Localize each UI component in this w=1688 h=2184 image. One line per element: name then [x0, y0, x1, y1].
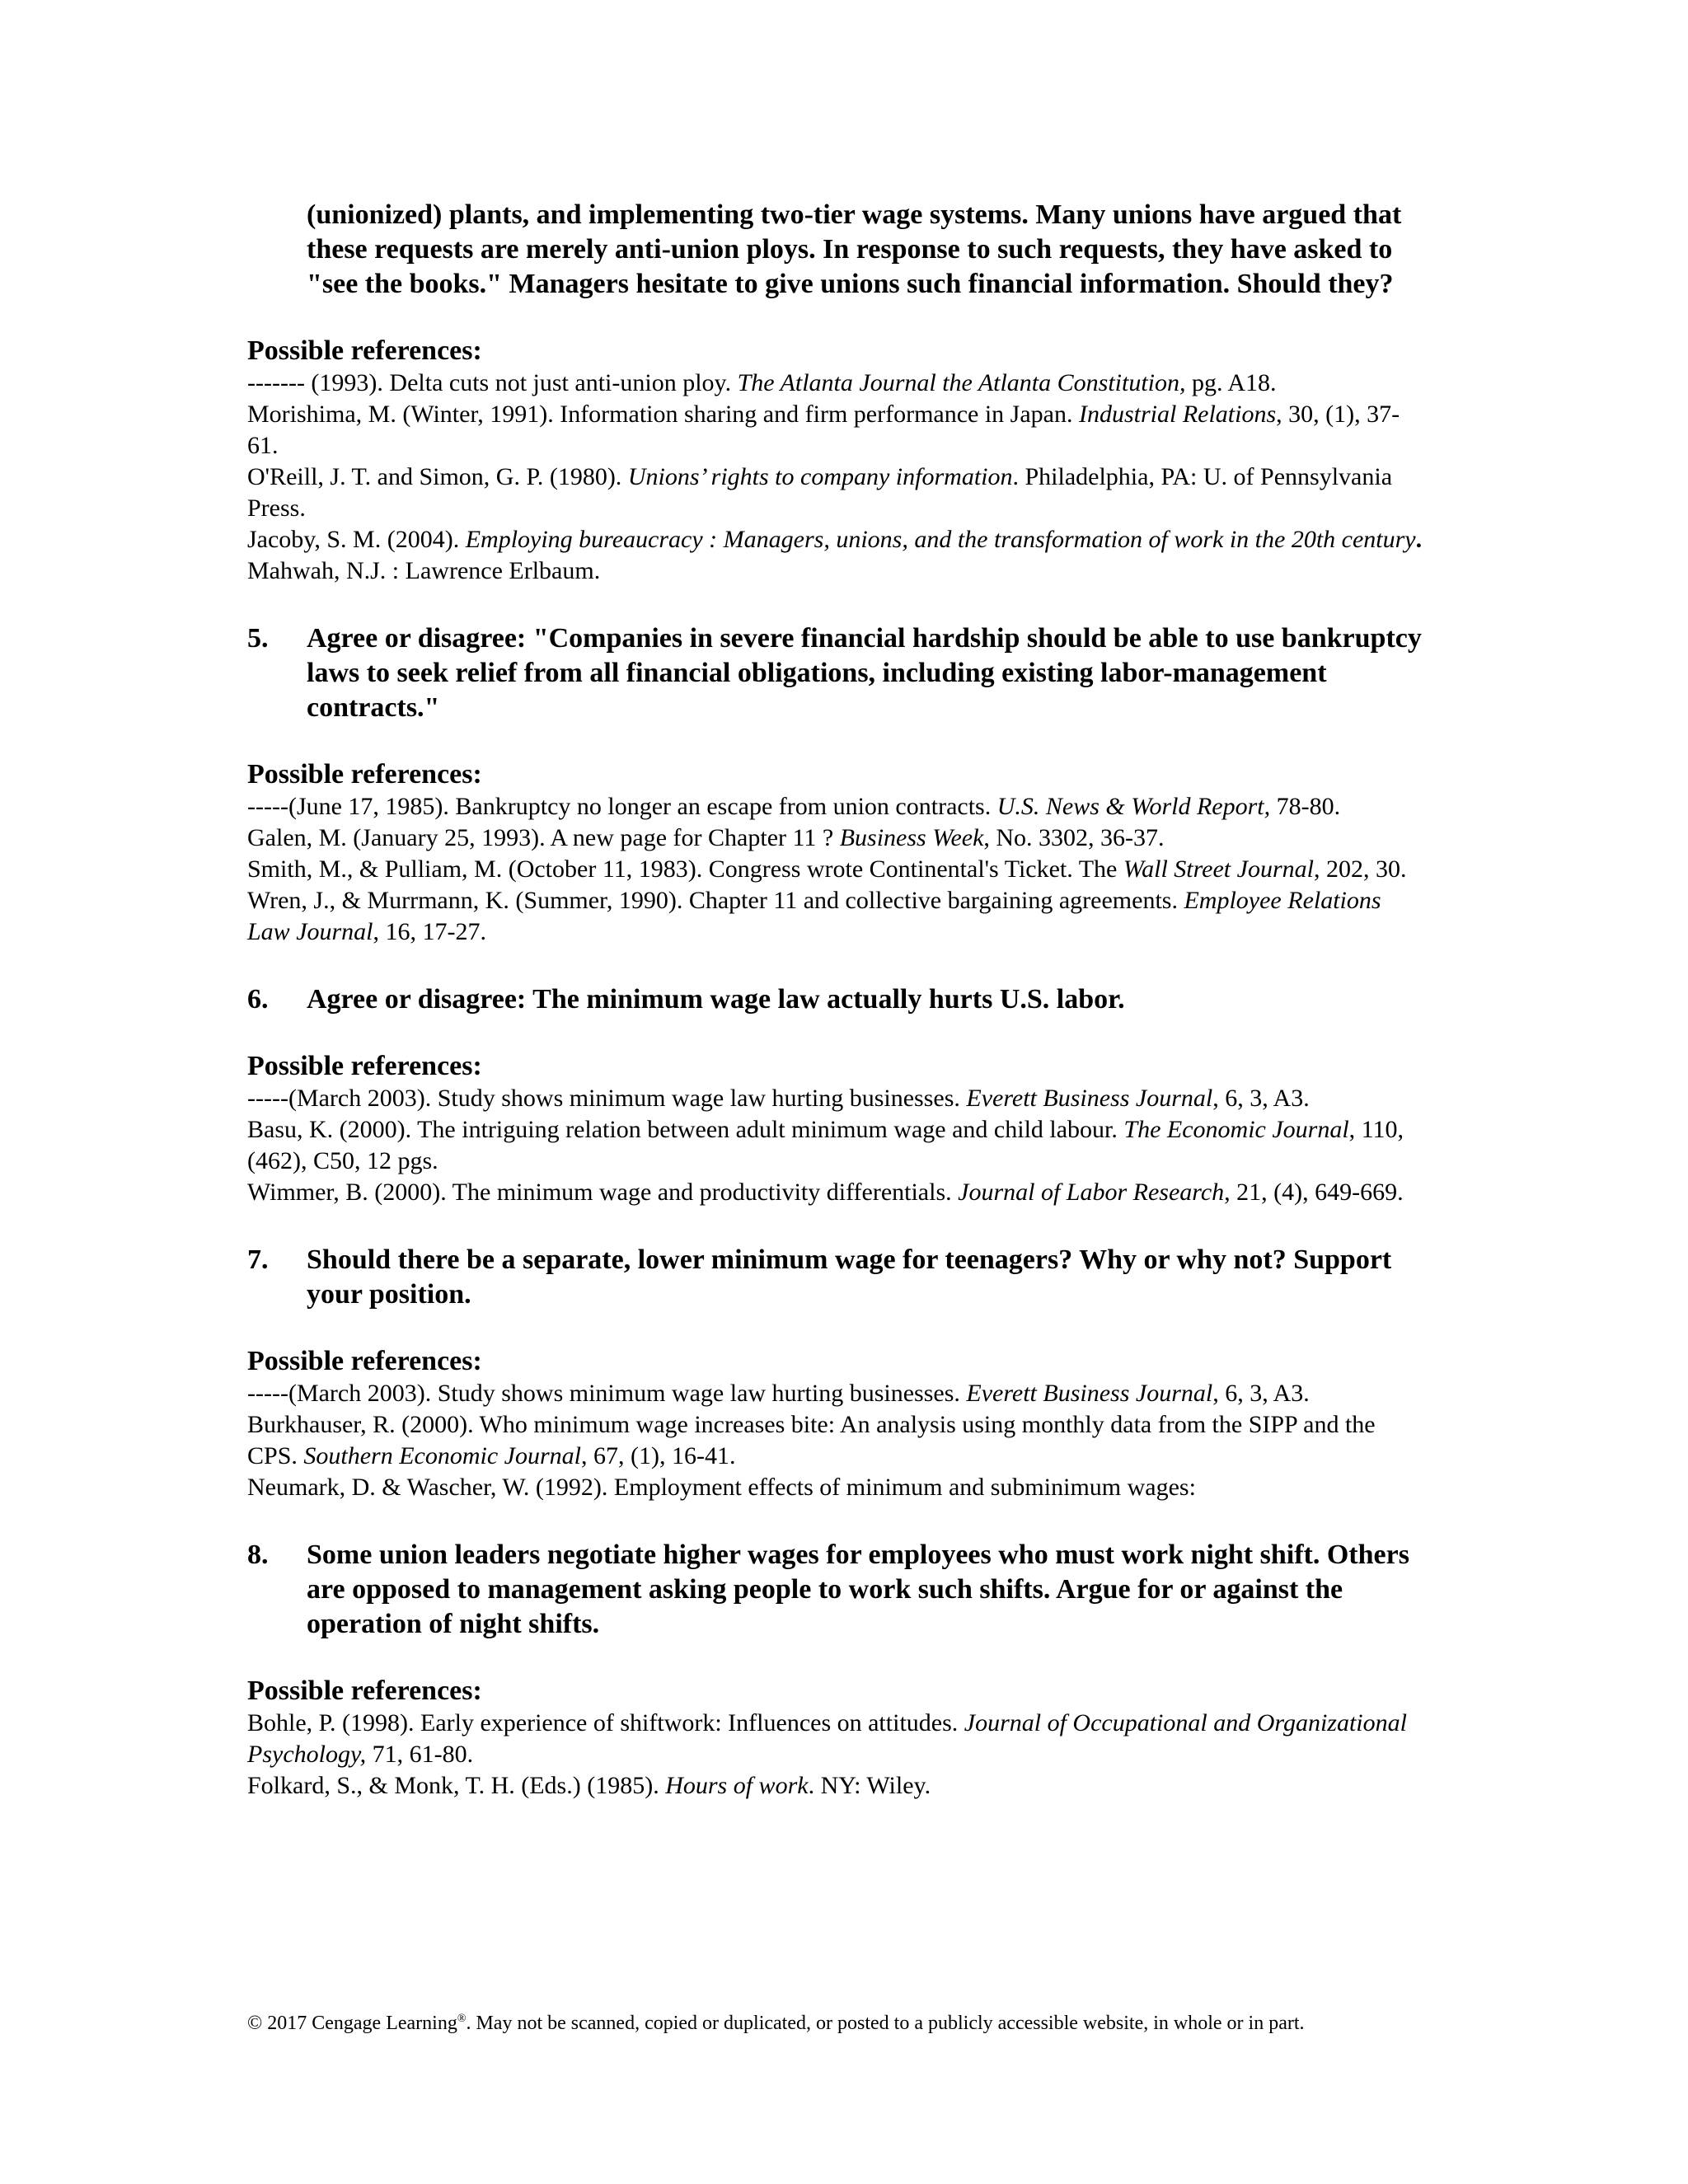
- footer-prefix: © 2017 Cengage Learning: [247, 2013, 457, 2034]
- reference-italic-text: Southern Economic Journal: [303, 1442, 581, 1469]
- references-heading: Possible references:: [247, 1346, 482, 1376]
- footer-suffix: . May not be scanned, copied or duplicated, or posted to a publicly accessible website, in whole or in part.: [466, 2013, 1305, 2034]
- intro-question-text: (unionized) plants, and implementing two-tier wage systems. Many unions have argued that these requests are merely anti-union ploys. In response to such requests, they have asked to "see the books." Managers hesitate to give unions such financial information. Should they?: [307, 199, 1402, 299]
- reference-text: , 6, 3, A3.: [1212, 1380, 1310, 1407]
- reference-entry: [247, 1378, 1428, 1409]
- question-block: [247, 1243, 1428, 1538]
- reference-italic-text: Journal of Labor Research: [958, 1179, 1225, 1206]
- reference-entry: [247, 1177, 1428, 1208]
- reference-text: , 67, (1), 16-41.: [581, 1442, 736, 1469]
- references-heading: Possible references:: [247, 1675, 482, 1706]
- reference-text: , 16, 17-27.: [373, 918, 487, 945]
- reference-text: .: [1415, 526, 1423, 553]
- references-heading: Possible references:: [247, 1051, 482, 1081]
- question-number: 8.: [247, 1540, 269, 1570]
- question-number: 7.: [247, 1244, 269, 1275]
- reference-entry: [247, 1770, 1428, 1802]
- reference-text: Morishima, M. (Winter, 1991). Information sharing and firm performance in Japan.: [247, 401, 1079, 428]
- reference-italic-text: Journal of Occupational and Organizational Psychology,: [247, 1709, 1407, 1768]
- reference-text: Bohle, P. (1998). Early experience of shiftwork: Influences on attitudes.: [247, 1709, 964, 1736]
- reference-text: Neumark, D. & Wascher, W. (1992). Employment effects of minimum and subminimum wages:: [247, 1474, 1196, 1501]
- reference-text: , 6, 3, A3.: [1212, 1085, 1310, 1112]
- question-heading: [247, 1538, 1428, 1642]
- reference-text: Folkard, S., & Monk, T. H. (Eds.) (1985).: [247, 1772, 666, 1799]
- reference-entry: [247, 1083, 1428, 1114]
- reference-italic-text: U.S. News & World Report,: [996, 793, 1271, 820]
- reference-italic-text: The Atlanta Journal the Atlanta Constitution,: [737, 369, 1186, 396]
- reference-list: [247, 1708, 1428, 1802]
- reference-text: , No. 3302, 36-37.: [983, 824, 1165, 851]
- reference-text: Wren, J., & Murrmann, K. (Summer, 1990). Chapter 11 and collective bargaining agreements.: [247, 887, 1184, 914]
- reference-entry: [247, 823, 1428, 854]
- document-content: [247, 198, 1428, 1802]
- reference-entry: [247, 1409, 1428, 1472]
- reference-text: , 30, (1), 37-61.: [247, 401, 1400, 459]
- intro-reference-list: [247, 368, 1428, 587]
- question-heading: [247, 621, 1428, 725]
- copyright-footer: [247, 2011, 1434, 2036]
- reference-italic-text: Business Week: [839, 824, 984, 851]
- reference-entry: [247, 368, 1428, 399]
- reference-text: Mahwah, N.J. : Lawrence Erlbaum.: [247, 557, 601, 584]
- question-text: Agree or disagree: "Companies in severe financial hardship should be able to use bankruptcy laws to seek relief from all financial obligations, including existing labor-management contracts.": [307, 623, 1422, 723]
- references-heading: Possible references:: [247, 335, 482, 366]
- reference-text: Galen, M. (January 25, 1993). A new page for Chapter 11 ?: [247, 824, 840, 851]
- reference-italic-text: Everett Business Journal: [966, 1085, 1213, 1112]
- reference-entry: [247, 1708, 1428, 1770]
- reference-text: -----(March 2003). Study shows minimum wage law hurting businesses.: [247, 1380, 967, 1407]
- reference-italic-text: Employee Relations Law Journal: [247, 887, 1381, 945]
- question-block: [247, 1538, 1428, 1802]
- reference-entry: [247, 1114, 1428, 1177]
- reference-list: [247, 1378, 1428, 1503]
- reference-text: Basu, K. (2000). The intriguing relation between adult minimum wage and child labour.: [247, 1116, 1124, 1143]
- reference-text: 71, 61-80.: [366, 1741, 474, 1768]
- reference-italic-text: Everett Business Journal: [966, 1380, 1213, 1407]
- question-text: Agree or disagree: The minimum wage law actually hurts U.S. labor.: [307, 984, 1125, 1015]
- reference-entry: [247, 791, 1428, 823]
- reference-text: pg. A18.: [1185, 369, 1277, 396]
- reference-text: -----(June 17, 1985). Bankruptcy no longer an escape from union contracts.: [247, 793, 997, 820]
- reference-italic-text: Wall Street Journal: [1123, 855, 1314, 883]
- reference-italic-text: The Economic Journal: [1123, 1116, 1349, 1143]
- reference-entry: [247, 399, 1428, 462]
- reference-text: O'Reill, J. T. and Simon, G. P. (1980).: [247, 463, 628, 490]
- references-heading: Possible references:: [247, 759, 482, 790]
- reference-text: Wimmer, B. (2000). The minimum wage and productivity differentials.: [247, 1179, 959, 1206]
- question-text: Should there be a separate, lower minimum wage for teenagers? Why or why not? Support your position.: [307, 1244, 1392, 1310]
- question-heading: [247, 982, 1428, 1017]
- reference-list: [247, 791, 1428, 948]
- reference-entry: [247, 1472, 1428, 1503]
- reference-list: [247, 1083, 1428, 1208]
- reference-italic-text: Industrial Relations: [1078, 401, 1277, 428]
- question-number: 6.: [247, 984, 269, 1015]
- registered-mark: ®: [457, 2013, 467, 2025]
- question-text: Some union leaders negotiate higher wages for employees who must work night shift. Others are opposed to management asking people to work such shifts. Argue for or against the operation of night shifts.: [307, 1540, 1409, 1639]
- reference-text: , 110, (462), C50, 12 pgs.: [247, 1116, 1404, 1174]
- question-block: [247, 621, 1428, 982]
- reference-italic-text: Employing bureaucracy : Managers, unions, and the transformation of work in the 20th century: [465, 526, 1416, 553]
- question-block: [247, 982, 1428, 1243]
- reference-text: Jacoby, S. M. (2004).: [247, 526, 466, 553]
- question-heading: [247, 1243, 1428, 1312]
- reference-text: . NY: Wiley.: [808, 1772, 931, 1799]
- reference-italic-text: Hours of work: [665, 1772, 809, 1799]
- reference-text: , 21, (4), 649-669.: [1224, 1179, 1404, 1206]
- question-number: 5.: [247, 623, 269, 654]
- reference-entry: [247, 854, 1428, 885]
- reference-text: ------- (1993). Delta cuts not just anti-union ploy.: [247, 369, 738, 396]
- reference-text: Smith, M., & Pulliam, M. (October 11, 1983). Congress wrote Continental's Ticket. The: [247, 855, 1123, 883]
- reference-entry: [247, 524, 1428, 587]
- reference-text: Burkhauser, R. (2000). Who minimum wage increases bite: An analysis using monthly data from the SIPP and the CPS.: [247, 1411, 1376, 1469]
- reference-text: 78-80.: [1270, 793, 1341, 820]
- reference-entry: [247, 462, 1428, 524]
- questions-container: [247, 621, 1428, 1802]
- reference-text: . Philadelphia, PA: U. of Pennsylvania Press.: [247, 463, 1393, 522]
- reference-text: -----(March 2003). Study shows minimum wage law hurting businesses.: [247, 1085, 967, 1112]
- reference-italic-text: Unions’ rights to company information: [627, 463, 1013, 490]
- reference-text: , 202, 30.: [1313, 855, 1407, 883]
- reference-entry: [247, 885, 1428, 948]
